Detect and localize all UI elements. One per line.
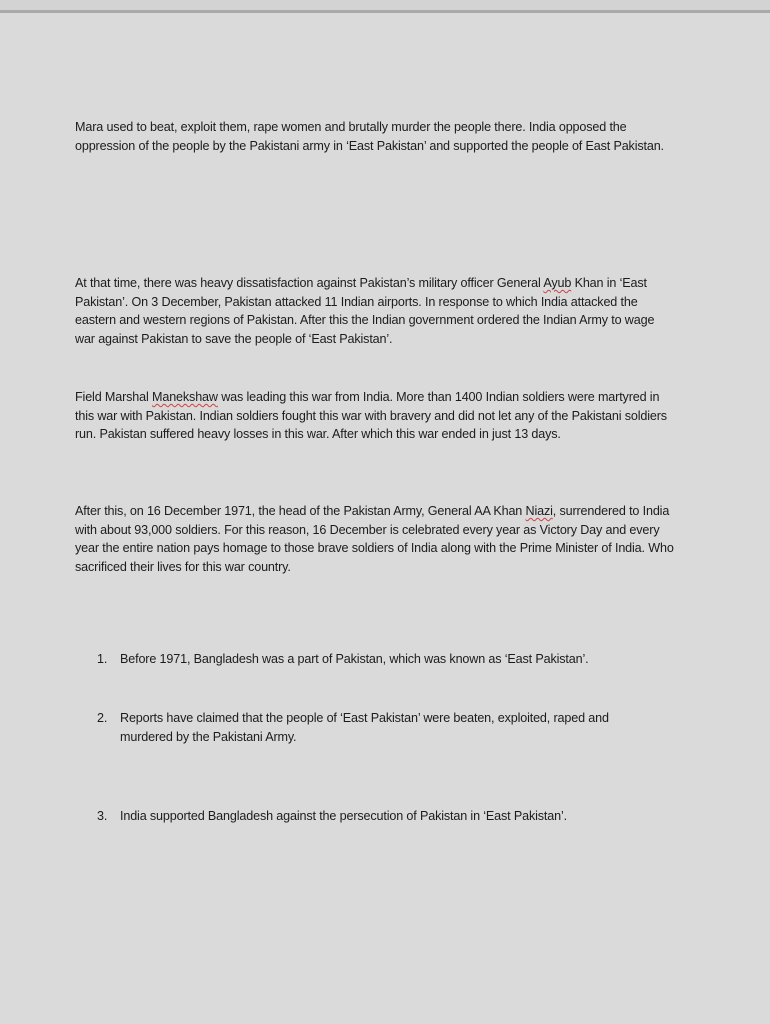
list-item <box>97 709 657 746</box>
list-text: Reports have claimed that the people of ‘East Pakistan’ were beaten, exploited, raped and murdered by the Pakistani Army. <box>120 711 609 744</box>
list-number: 1. <box>97 652 108 666</box>
list-number: 2. <box>97 711 108 725</box>
list-text: India supported Bangladesh against the persecution of Pakistan in ‘East Pakistan’. <box>120 809 567 823</box>
paragraph-2-text-after: Khan in ‘East Pakistan’. On 3 December, Pakistan attacked 11 Indian airports. In response to which India attacked the eastern and western regions of Pakistan. After this the Indian government ordered the Indian Army to wage war against Pakistan to save the people of ‘East Pakistan’. <box>75 276 655 346</box>
paragraph-2 <box>75 274 675 348</box>
list-number: 3. <box>97 809 108 823</box>
paragraph-4-text-after: , surrendered to India with about 93,000 soldiers. For this reason, 16 December is celebrated every year as Victory Day and every year the entire nation pays homage to those brave soldiers of India along with the Prime Minister of India. Who sacrificed their lives for this war country. <box>75 504 674 574</box>
paragraph-1: Mara used to beat, exploit them, rape women and brutally murder the people there. India opposed the oppression of the people by the Pakistani army in ‘East Pakistan’ and supported the people of East Pakistan. <box>75 120 664 153</box>
paragraph-3-text-before: Field Marshal <box>75 390 152 404</box>
list-item <box>97 650 657 669</box>
paragraph-4-text-before: After this, on 16 December 1971, the head of the Pakistan Army, General AA Khan <box>75 504 526 518</box>
top-toolbar-edge <box>0 0 770 10</box>
paragraph-4 <box>75 502 675 576</box>
spellcheck-flagged-word[interactable]: Ayub <box>543 276 572 290</box>
document-page <box>0 13 770 1024</box>
list-item <box>97 807 657 826</box>
paragraph-3-text-after: was leading this war from India. More than 1400 Indian soldiers were martyred in this war with Pakistan. Indian soldiers fought this war with bravery and did not let any of the Pakistani soldiers run. Pakistan suffered heavy losses in this war. After which this war ended in just 13 days. <box>75 390 667 442</box>
spellcheck-flagged-word[interactable]: Niazi <box>525 504 553 518</box>
paragraph-3 <box>75 388 675 444</box>
spellcheck-flagged-word[interactable]: Manekshaw <box>152 390 218 404</box>
paragraph-2-text-before: At that time, there was heavy dissatisfaction against Pakistan’s military officer General <box>75 276 544 290</box>
list-text: Before 1971, Bangladesh was a part of Pakistan, which was known as ‘East Pakistan’. <box>120 652 589 666</box>
